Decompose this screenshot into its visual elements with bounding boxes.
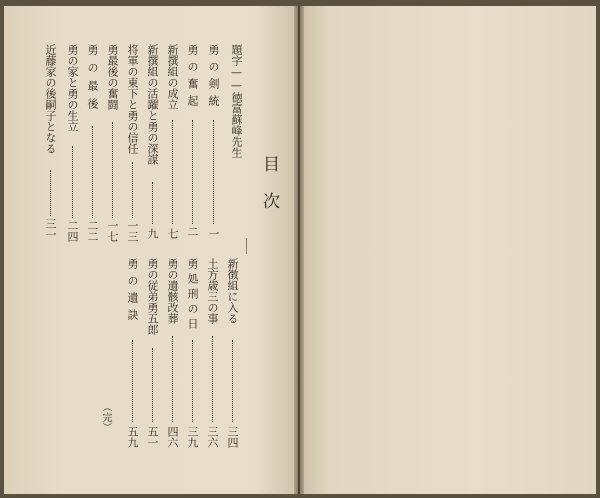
toc-entry-page: 一 <box>207 228 220 239</box>
toc-entry-title: 土方歳三の事 <box>206 258 219 324</box>
toc-entry-page: 二二 <box>86 220 99 242</box>
toc-entry-page: 七 <box>166 228 179 239</box>
leader-dots <box>212 336 213 422</box>
leader-dots <box>72 146 73 218</box>
toc-entry-page: 三四 <box>226 426 239 448</box>
leader-dots <box>172 336 173 422</box>
toc-entry-title: 新撰組の活躍と勇の深謀 <box>146 44 159 165</box>
leader-dots <box>152 348 153 422</box>
toc-entry-title: 勇の遺訣 <box>126 258 139 326</box>
toc-entry-page: 五九 <box>126 426 139 448</box>
toc-entry-title: 新徴組に入る <box>226 258 239 324</box>
toc-entry-page: 九 <box>146 228 159 239</box>
leader-dots <box>92 126 93 218</box>
toc-entry-title: 勇の奮起 <box>186 44 199 112</box>
toc-entry-title: 新撰組の成立 <box>166 44 179 110</box>
colophon-end-mark: （完） <box>100 402 111 432</box>
toc-entry-page: 一七 <box>106 220 119 242</box>
toc-entry-title: 近藤家の後嗣子となる <box>44 44 57 154</box>
toc-entry-page: 三六 <box>206 426 219 448</box>
toc-entry-title: 勇処刑の日 <box>186 258 199 333</box>
toc-entry-page: 一三 <box>126 220 139 242</box>
toc-entry-page: 三九 <box>186 426 199 448</box>
toc-entry-title: 題字——徳富蘇峰先生 <box>230 44 243 158</box>
leader-dots <box>172 120 173 224</box>
leader-dots <box>213 120 214 224</box>
toc-entry-title: 勇の剣統 <box>207 44 220 112</box>
leader-dots <box>192 120 193 224</box>
toc-entry-page: 三一 <box>44 218 57 240</box>
leader-dots <box>232 340 233 422</box>
leader-dots <box>50 170 51 216</box>
toc-entry-title: 勇の遺骸改葬 <box>166 258 179 324</box>
book-gutter <box>294 6 304 494</box>
toc-entry-page: 二四 <box>66 220 79 242</box>
toc-heading: 目次 <box>259 155 279 229</box>
toc-entry-title: 勇の最後 <box>86 44 99 116</box>
divider-mark <box>246 238 247 254</box>
toc-entry-page: 二 <box>186 226 199 237</box>
toc-entry-title: 勇最後の奮闘 <box>106 44 119 110</box>
leader-dots <box>132 162 133 218</box>
toc-entry-page: 四六 <box>166 426 179 448</box>
leader-dots <box>192 340 193 422</box>
leader-dots <box>132 340 133 422</box>
right-page <box>300 6 596 494</box>
toc-entry-page: 五一 <box>146 426 159 448</box>
leader-dots <box>112 122 113 218</box>
toc-entry-title: 勇の従弟勇五郎 <box>146 258 159 335</box>
toc-entry-title: 勇の家と勇の生立 <box>66 44 79 132</box>
leader-dots <box>152 182 153 224</box>
toc-entry-title: 将軍の東下と勇の信任 <box>126 44 139 154</box>
